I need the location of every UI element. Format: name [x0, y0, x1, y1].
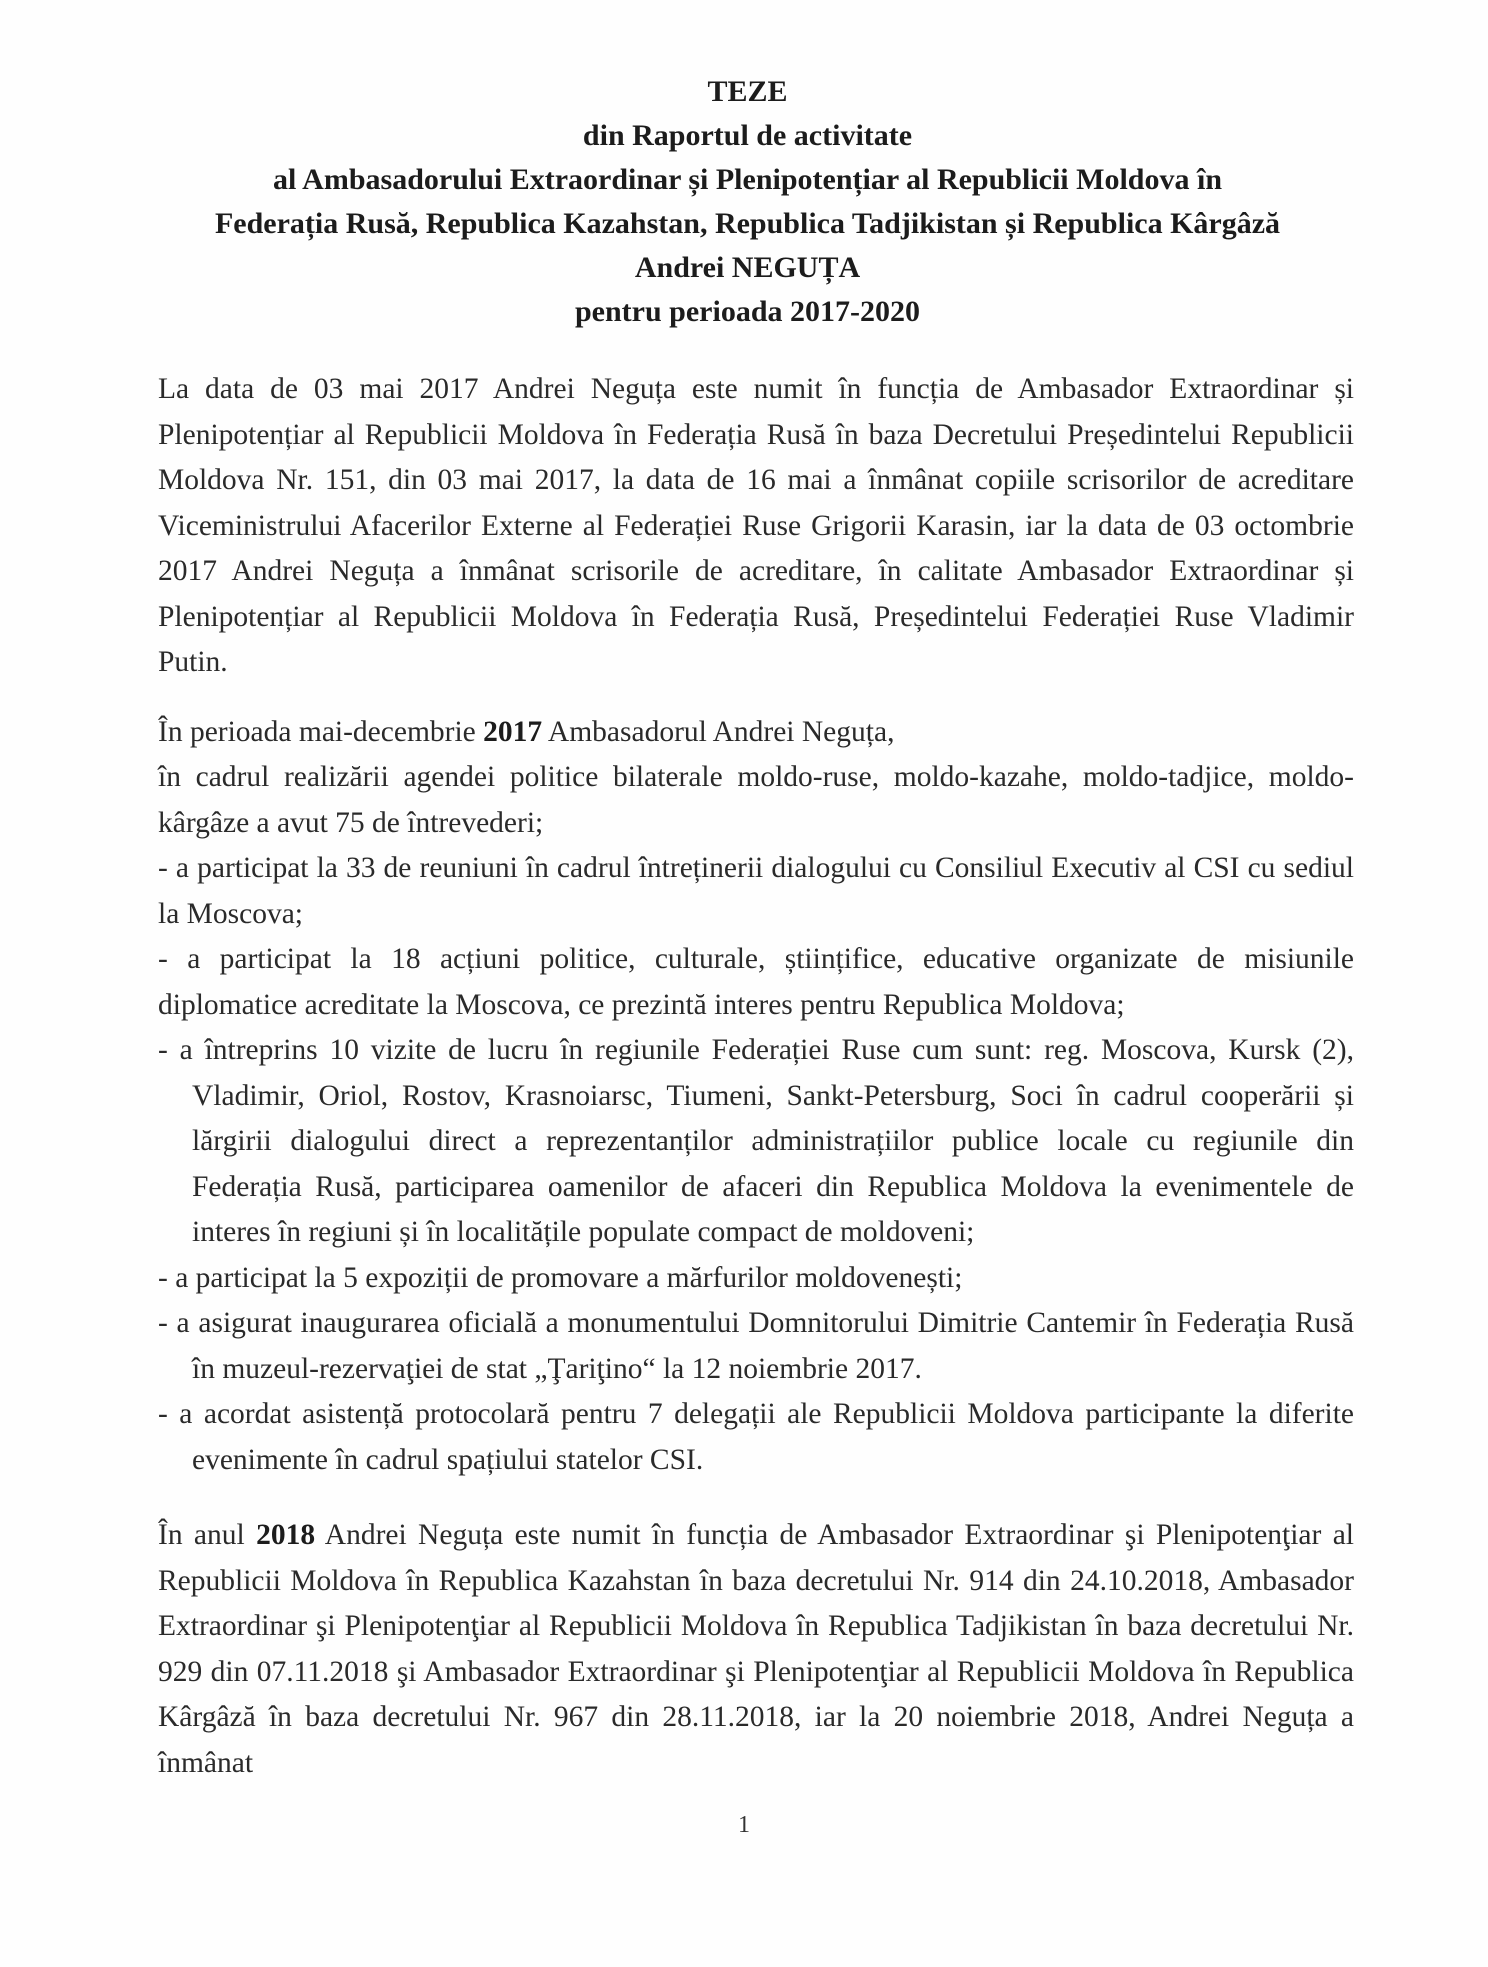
paragraph-appointment-2017: La data de 03 mai 2017 Andrei Neguța este numit în funcția de Ambasador Extraordinar și Plenipotențiar al Republicii Moldova în Federația Rusă în baza Decretului Președintelui Republicii Moldova Nr. 151, din 03 mai 2017, la data de 16 mai a înmânat copiile scrisorilor de acreditare Viceministrului Afacerilor Externe al Federației Ruse Grigorii Karasin, iar la data de 03 octombrie 2017 Andrei Neguța a înmânat scrisorile de acreditare, în calitate Ambasador Extraordinar și Plenipotențiar al Republicii Moldova în Federația Rusă, Președintelui Federației Ruse Vladimir Putin. — [158, 373, 1354, 678]
title-line: Andrei NEGUȚA — [634, 251, 861, 284]
title-line: al Ambasadorului Extraordinar și Plenipotențiar al Republicii Moldova în — [273, 163, 1222, 196]
paragraph-2017-agenda: în cadrul realizării agendei politice bilaterale moldo-ruse, moldo-kazahe, moldo-tadjice, moldo-kârgâze a avut 75 de întrevederi; — [158, 761, 1354, 839]
title-line: TEZE — [707, 75, 788, 108]
document-title-block — [150, 70, 1345, 334]
paragraph-text: În perioada mai-decembrie — [158, 715, 484, 748]
paragraph-2017-intro — [158, 710, 1354, 756]
list-item: - a participat la 5 expoziții de promovare a mărfurilor moldovenești; — [158, 1261, 963, 1294]
list-item: - a asigurat inaugurarea oficială a monumentului Domnitorului Dimitrie Cantemir în Federația Rusă în muzeul-rezervaţiei de stat „Ţariţino“ la 12 noiembrie 2017. — [158, 1307, 1354, 1385]
list-item: - a acordat asistență protocolară pentru 7 delegații ale Republicii Moldova participante la diferite evenimente în cadrul spațiului statelor CSI. — [158, 1398, 1354, 1476]
list-item: - a participat la 33 de reuniuni în cadrul întreținerii dialogului cu Consiliul Executiv al CSI cu sediul la Moscova; — [158, 852, 1354, 930]
list-item: - a întreprins 10 vizite de lucru în regiunile Federației Ruse cum sunt: reg. Moscova, Kursk (2), Vladimir, Oriol, Rostov, Krasnoiarsc, Tiumeni, Sankt-Petersburg, Soci în cadrul cooperării și lărgirii dialogului direct a reprezentanților administrațiilor publice locale cu regiunile din Federația Rusă, participarea oamenilor de afaceri din Republica Moldova la evenimentele de interes în regiuni și în localitățile populate compact de moldoveni; — [158, 1034, 1354, 1248]
list-item: - a participat la 18 acțiuni politice, culturale, științifice, educative organizate de misiunile diplomatice acreditate la Moscova, ce prezintă interes pentru Republica Moldova; — [158, 943, 1354, 1021]
title-line: pentru perioada 2017-2020 — [575, 295, 920, 328]
paragraph-text: Ambasadorul Andrei Neguța, — [542, 715, 895, 748]
title-line: Federația Rusă, Republica Kazahstan, Republica Tadjikistan și Republica Kârgâză — [214, 207, 1281, 240]
year-highlight: 2018 — [256, 1519, 316, 1551]
year-highlight: 2017 — [483, 715, 543, 748]
paragraph-text: În anul — [158, 1519, 257, 1551]
page-number: 1 — [738, 1812, 750, 1838]
paragraph-text: Andrei Neguța este numit în funcția de Ambasador Extraordinar şi Plenipotenţiar al Republicii Moldova în Republica Kazahstan în baza decretului Nr. 914 din 24.10.2018, Ambasador Extraordinar şi Plenipotenţiar al Republicii Moldova în Republica Tadjikistan în baza decretului Nr. 929 din 07.11.2018 şi Ambasador Extraordinar şi Plenipotenţiar al Republicii Moldova în Republica Kârgâză în baza decretului Nr. 967 din 28.11.2018, iar la 20 noiembrie 2018, Andrei Neguța a înmânat — [158, 1519, 1354, 1779]
paragraph-2018 — [158, 1513, 1354, 1786]
document-body — [158, 367, 1354, 1786]
title-line: din Raportul de activitate — [582, 119, 913, 152]
